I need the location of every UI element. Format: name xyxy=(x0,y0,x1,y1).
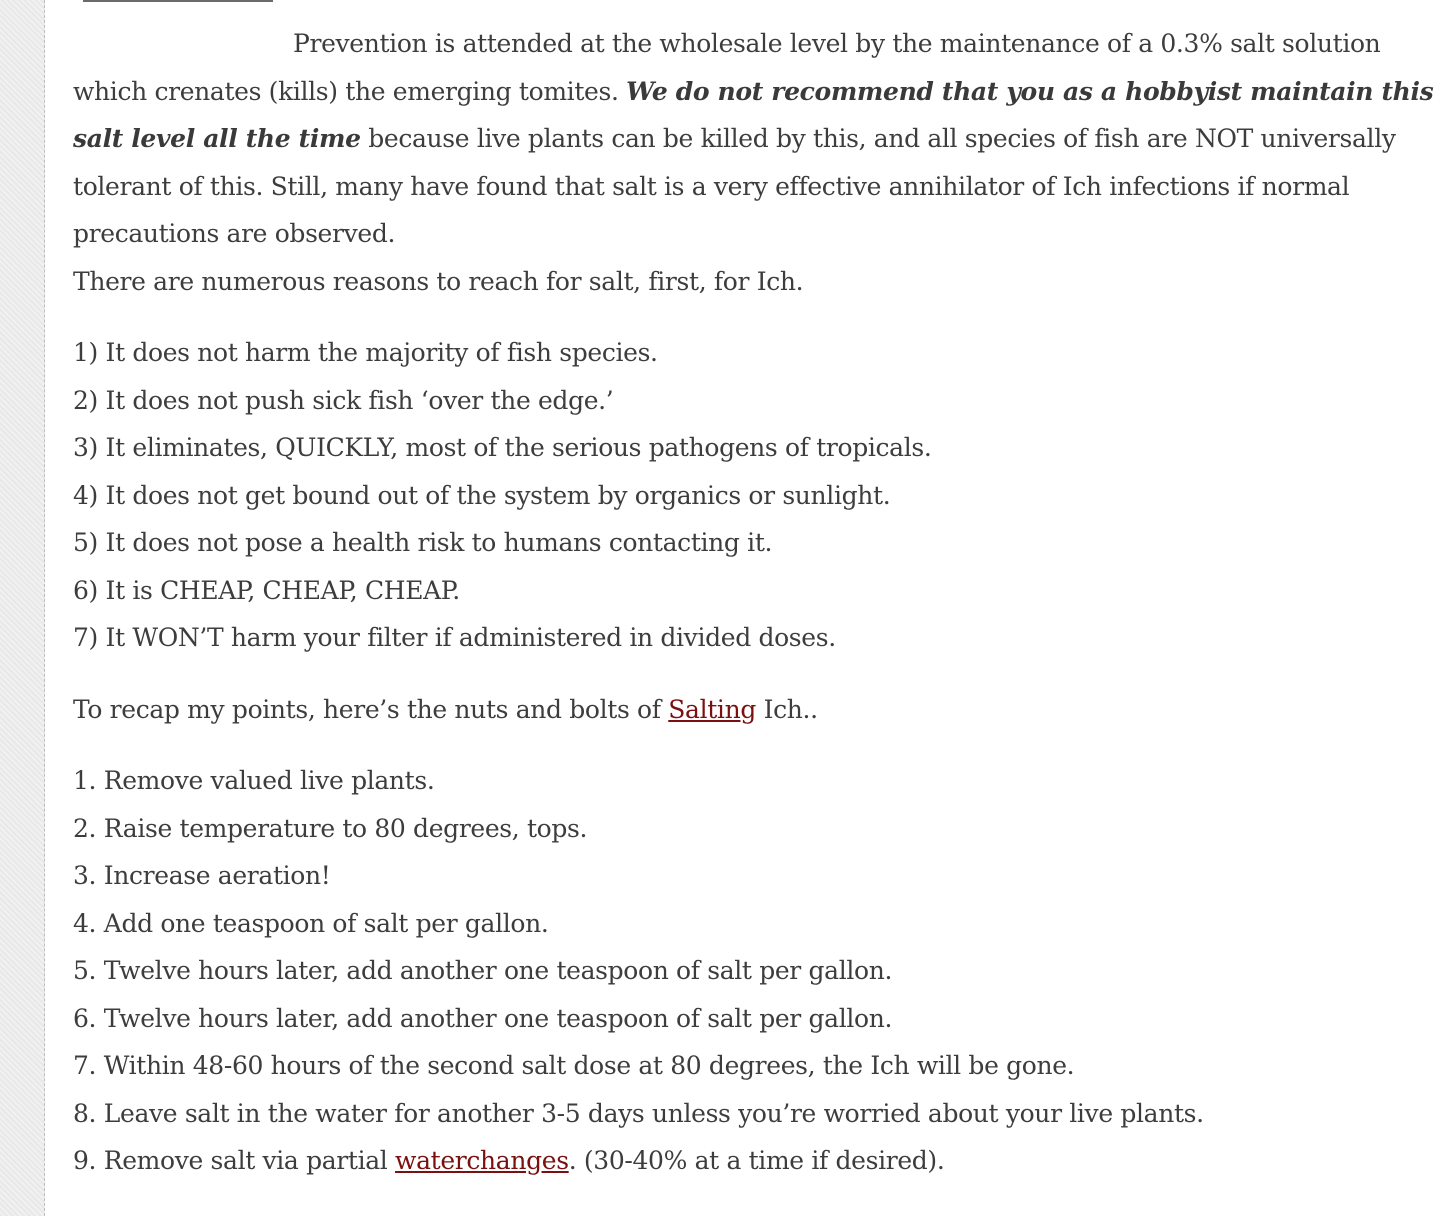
reasons-heading: There are numerous reasons to reach for salt, first, for Ich. xyxy=(73,266,804,296)
list-item: 4) It does not get bound out of the system by organics or sunlight. xyxy=(73,480,891,510)
list-item: 6. Twelve hours later, add another one teaspoon of salt per gallon. xyxy=(73,1003,893,1033)
list-item: 5) It does not pose a health risk to humans contacting it. xyxy=(73,528,773,557)
list-item: 1. Remove valued live plants. xyxy=(73,766,435,795)
step-9-text-before: 9. Remove salt via partial xyxy=(73,1146,396,1175)
list-item: 1) It does not harm the majority of fish species. xyxy=(73,338,658,367)
intro-text-1: Prevention is attended at the wholesale level by the maintenance of a 0.3% salt solution which crenates (kills) the emerging tomites. xyxy=(73,29,1381,106)
list-item: 2) It does not push sick fish ‘over the edge.’ xyxy=(73,385,614,415)
intro-text-2: because live plants can be killed by this, and all species of fish are NOT universally tolerant of this. Still, many have found that salt is a very effective annihilator of Ich infections if normal precautions are observed. xyxy=(73,124,1396,248)
left-border-strip xyxy=(0,0,45,1216)
list-item: 2. Raise temperature to 80 degrees, tops. xyxy=(73,813,588,843)
step-9-text-after: . (30-40% at a time if desired). xyxy=(568,1146,945,1175)
reasons-list xyxy=(73,329,1443,662)
recap-line xyxy=(73,686,1443,734)
list-item: 4. Add one teaspoon of salt per gallon. xyxy=(73,908,549,938)
recap-text-before: To recap my points, here’s the nuts and bolts of xyxy=(73,694,669,724)
spacer xyxy=(73,305,1443,329)
intro-emphasis: We do not recommend that you as a hobbyist maintain this salt level all the time xyxy=(73,76,1434,153)
list-item: 7) It WON’T harm your filter if administered in divided doses. xyxy=(73,623,836,652)
list-item: 6) It is CHEAP, CHEAP, CHEAP. xyxy=(73,575,460,605)
list-item: 8. Leave salt in the water for another 3-5 days unless you’re worried about your live plants. xyxy=(73,1098,1204,1128)
steps-list xyxy=(73,757,1443,1185)
image-bottom-edge xyxy=(83,0,273,2)
recap-text-after: Ich.. xyxy=(755,694,818,724)
spacer xyxy=(73,662,1443,686)
list-item: 3. Increase aeration! xyxy=(73,861,331,890)
list-item: 7. Within 48-60 hours of the second salt dose at 80 degrees, the Ich will be gone. xyxy=(73,1051,1075,1080)
waterchanges-link[interactable]: waterchanges xyxy=(395,1146,569,1175)
salting-link[interactable]: Salting xyxy=(668,694,756,724)
article-content xyxy=(73,20,1443,1185)
spacer xyxy=(73,733,1443,757)
intro-paragraph xyxy=(73,20,1443,258)
list-item: 5. Twelve hours later, add another one teaspoon of salt per gallon. xyxy=(73,956,893,985)
list-item: 3) It eliminates, QUICKLY, most of the serious pathogens of tropicals. xyxy=(73,433,932,462)
list-item xyxy=(73,1137,1443,1185)
